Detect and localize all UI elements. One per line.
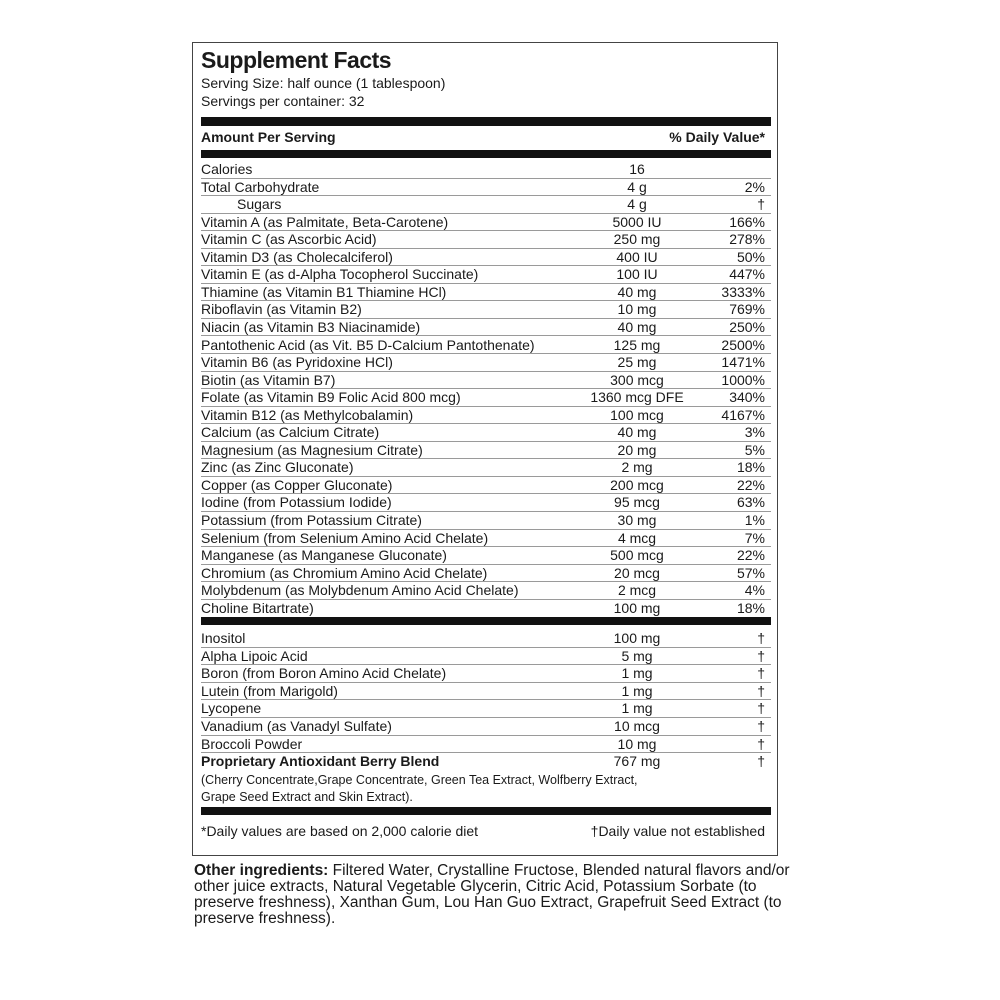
divider-thick-middle	[201, 617, 771, 625]
nutrient-daily-value: 50%	[736, 248, 765, 265]
divider-thick-header	[201, 150, 771, 158]
nutrient-daily-value: 447%	[729, 266, 765, 283]
nutrient-name: Iodine (from Potassium Iodide)	[201, 494, 392, 511]
table-row	[201, 700, 771, 718]
nutrient-daily-value: †	[757, 682, 765, 699]
nutrient-daily-value: 4%	[744, 582, 765, 599]
table-row	[201, 284, 771, 302]
nutrient-daily-value: †	[757, 700, 765, 717]
nutrient-daily-value: 7%	[744, 529, 765, 546]
table-row	[201, 459, 771, 477]
nutrient-amount: 10 mg	[617, 301, 657, 318]
nutrient-amount: 5000 IU	[612, 213, 662, 230]
nutrient-daily-value: 2%	[744, 178, 765, 195]
nutrient-daily-value: †	[757, 718, 765, 734]
table-row	[201, 266, 771, 284]
nutrient-amount: 500 mcg	[610, 547, 664, 564]
nutrient-amount: 1360 mcg DFE	[590, 389, 684, 406]
nutrient-name: Folate (as Vitamin B9 Folic Acid 800 mcg)	[201, 389, 461, 406]
nutrient-name: Proprietary Antioxidant Berry Blend	[201, 753, 440, 770]
nutrient-amount: 100 mg	[613, 599, 661, 616]
nutrient-amount: 250 mg	[613, 231, 661, 248]
table-row	[201, 512, 771, 530]
nutrient-amount: 20 mg	[617, 441, 657, 458]
nutrient-amount: 100 IU	[616, 266, 658, 283]
table-row	[201, 301, 771, 319]
nutrient-name: Zinc (as Zinc Gluconate)	[201, 459, 354, 476]
nutrient-daily-value: 3333%	[721, 283, 765, 300]
table-row	[201, 442, 771, 460]
nutrient-name: Molybdenum (as Molybdenum Amino Acid Chelate)	[201, 582, 519, 599]
daily-value-header: % Daily Value*	[669, 129, 765, 145]
nutrient-amount: 200 mcg	[610, 476, 664, 493]
nutrient-amount: 20 mcg	[614, 564, 660, 581]
table-row	[201, 214, 771, 232]
nutrient-daily-value: 5%	[744, 441, 765, 458]
nutrient-amount: 100 mcg	[610, 406, 664, 423]
nutrient-name: Alpha Lipoic Acid	[201, 647, 308, 664]
table-row	[201, 372, 771, 390]
nutrient-daily-value: †	[757, 647, 765, 664]
table-row	[201, 389, 771, 407]
nutrient-name: Broccoli Powder	[201, 735, 303, 752]
nutrient-name: Vitamin C (as Ascorbic Acid)	[201, 231, 377, 248]
servings-per-container: Servings per container: 32	[201, 93, 365, 109]
blend-description-line-2: Grape Seed Extract and Skin Extract).	[201, 790, 413, 804]
nutrient-daily-value: 22%	[736, 476, 765, 493]
nutrient-amount: 5 mg	[621, 647, 653, 664]
table-row	[201, 319, 771, 337]
table-row	[201, 683, 771, 701]
table-row	[201, 565, 771, 583]
nutrient-name: Vanadium (as Vanadyl Sulfate)	[201, 718, 392, 734]
other-ingredients-text: Filtered Water, Crystalline Fructose, Blended natural flavors and/or other juice extracts, Natural Vegetable Glycerin, Citric Acid, Potassium Sorbate (to preserve freshness), Xanthan Gum, Lou Han Guo Extract, Grapefruit Seed Extract (to preserve freshness).	[194, 862, 790, 927]
nutrient-amount: 40 mg	[617, 424, 657, 441]
table-row	[201, 337, 771, 355]
table-row	[201, 494, 771, 512]
nutrient-amount: 40 mg	[617, 318, 657, 335]
nutrient-amount: 400 IU	[616, 248, 658, 265]
nutrient-name: Total Carbohydrate	[201, 178, 320, 195]
nutrient-name: Calories	[201, 161, 253, 177]
nutrient-daily-value: 250%	[729, 318, 765, 335]
nutrient-amount: 16	[629, 161, 645, 177]
nutrient-name: Sugars	[237, 196, 282, 213]
amount-per-serving-header: Amount Per Serving	[201, 129, 336, 145]
nutrient-amount: 1 mg	[621, 665, 653, 682]
table-row	[201, 477, 771, 495]
table-row	[201, 600, 771, 618]
nutrient-name: Magnesium (as Magnesium Citrate)	[201, 441, 423, 458]
panel-title: Supplement Facts	[201, 47, 392, 73]
nutrient-name: Boron (from Boron Amino Acid Chelate)	[201, 665, 447, 682]
nutrient-daily-value: 2500%	[721, 336, 765, 353]
nutrient-name: Vitamin D3 (as Cholecalciferol)	[201, 248, 393, 265]
nutrient-daily-value: †	[757, 665, 765, 682]
nutrient-daily-value: 4167%	[721, 406, 765, 423]
nutrient-name: Vitamin B12 (as Methylcobalamin)	[201, 406, 414, 423]
nutrient-amount: 4 mcg	[617, 529, 657, 546]
nutrient-name: Vitamin B6 (as Pyridoxine HCl)	[201, 354, 393, 371]
nutrient-amount: 1 mg	[621, 682, 653, 699]
nutrient-daily-value: †	[757, 753, 765, 770]
nutrient-daily-value: 1471%	[721, 354, 765, 371]
nutrient-name: Niacin (as Vitamin B3 Niacinamide)	[201, 318, 421, 335]
table-row	[201, 249, 771, 267]
blend-description-line-1: (Cherry Concentrate,Grape Concentrate, Green Tea Extract, Wolfberry Extract,	[201, 773, 638, 787]
nutrient-daily-value: 57%	[736, 564, 765, 581]
nutrient-amount: 30 mg	[617, 512, 657, 528]
nutrient-amount: 25 mg	[617, 354, 657, 371]
table-row	[201, 582, 771, 600]
nutrient-name: Lycopene	[201, 700, 262, 717]
nutrient-name: Inositol	[201, 630, 246, 646]
table-row	[201, 665, 771, 683]
table-row	[201, 718, 771, 736]
nutrient-daily-value: 18%	[736, 599, 765, 616]
nutrient-daily-value: †	[757, 196, 765, 213]
nutrient-daily-value: †	[757, 630, 765, 646]
table-row	[201, 179, 771, 197]
nutrient-name: Vitamin A (as Palmitate, Beta-Carotene)	[201, 213, 449, 230]
divider-thick-bottom	[201, 807, 771, 815]
nutrient-name: Thiamine (as Vitamin B1 Thiamine HCl)	[201, 283, 447, 300]
nutrient-amount: 1 mg	[621, 700, 653, 717]
nutrient-amount: 100 mg	[613, 630, 661, 646]
nutrient-name: Selenium (from Selenium Amino Acid Chelate)	[201, 529, 489, 546]
nutrient-amount: 95 mcg	[614, 494, 660, 511]
nutrient-name: Lutein (from Marigold)	[201, 682, 338, 699]
nutrient-amount: 125 mg	[613, 336, 661, 353]
nutrient-name: Calcium (as Calcium Citrate)	[201, 424, 380, 441]
nutrient-daily-value: 1%	[744, 512, 765, 528]
divider-thick-top	[201, 117, 771, 126]
nutrient-amount: 2 mcg	[617, 582, 657, 599]
nutrient-amount: 4 g	[627, 196, 647, 213]
nutrient-daily-value: 3%	[744, 424, 765, 441]
table-row	[201, 547, 771, 565]
table-row	[201, 530, 771, 548]
nutrient-name: Manganese (as Manganese Gluconate)	[201, 547, 447, 564]
nutrient-name: Chromium (as Chromium Amino Acid Chelate)	[201, 564, 488, 581]
nutrient-daily-value: 22%	[736, 547, 765, 564]
footnote-daily-values: *Daily values are based on 2,000 calorie diet	[201, 823, 479, 839]
nutrient-daily-value: 769%	[729, 301, 765, 318]
nutrient-amount: 767 mg	[613, 753, 661, 770]
serving-size: Serving Size: half ounce (1 tablespoon)	[201, 75, 446, 91]
nutrient-daily-value: 63%	[736, 494, 765, 511]
table-row	[201, 630, 771, 648]
nutrient-amount: 4 g	[627, 178, 647, 195]
table-row	[201, 648, 771, 666]
nutrient-daily-value: 1000%	[721, 371, 765, 388]
table-row	[201, 424, 771, 442]
nutrient-amount: 2 mg	[621, 459, 653, 476]
table-row	[201, 354, 771, 372]
table-row	[201, 753, 771, 771]
nutrient-name: Riboflavin (as Vitamin B2)	[201, 301, 362, 318]
nutrient-name: Vitamin E (as d-Alpha Tocopherol Succinate)	[201, 266, 479, 283]
supplement-facts-panel	[192, 42, 778, 856]
nutrient-name: Pantothenic Acid (as Vit. B5 D-Calcium Pantothenate)	[201, 336, 535, 353]
nutrient-amount: 10 mcg	[614, 718, 660, 734]
other-ingredients-label: Other ingredients:	[194, 862, 329, 879]
other-ingredients	[194, 863, 794, 927]
table-row	[201, 407, 771, 425]
table-row	[201, 161, 771, 179]
table-row	[201, 196, 771, 214]
nutrient-daily-value: 166%	[729, 213, 765, 230]
nutrient-amount: 300 mcg	[610, 371, 664, 388]
table-row	[201, 736, 771, 754]
nutrient-daily-value: 18%	[736, 459, 765, 476]
nutrient-daily-value: 340%	[729, 389, 765, 406]
nutrient-daily-value: 278%	[729, 231, 765, 248]
nutrient-name: Biotin (as Vitamin B7)	[201, 371, 336, 388]
nutrient-name: Copper (as Copper Gluconate)	[201, 476, 393, 493]
nutrient-amount: 10 mg	[617, 735, 657, 752]
table-row	[201, 231, 771, 249]
nutrient-name: Choline Bitartrate)	[201, 599, 314, 616]
nutrient-daily-value: †	[757, 735, 765, 752]
nutrient-name: Potassium (from Potassium Citrate)	[201, 512, 422, 528]
nutrient-amount: 40 mg	[617, 283, 657, 300]
footnote-not-established: †Daily value not established	[590, 823, 765, 839]
